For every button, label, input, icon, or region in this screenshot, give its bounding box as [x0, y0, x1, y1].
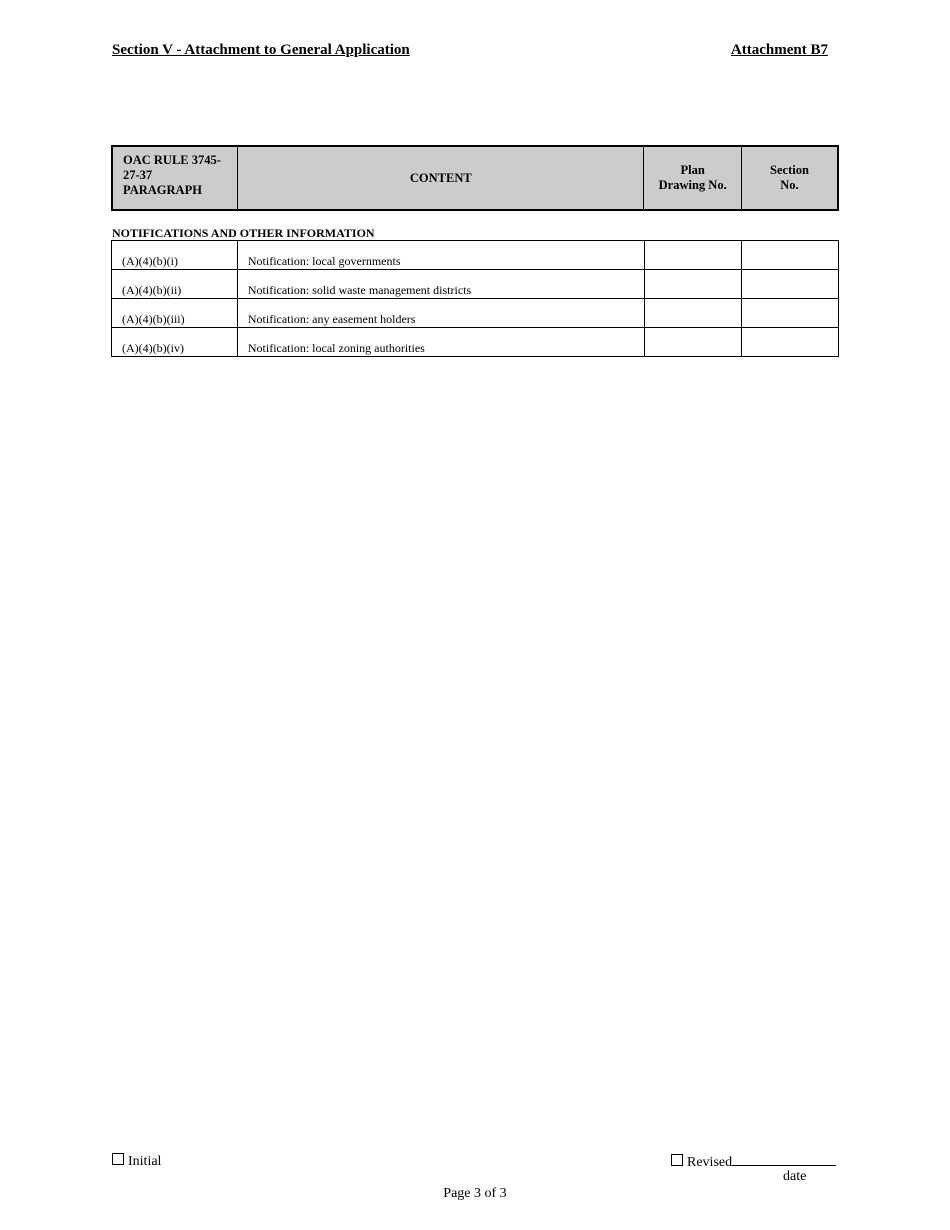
column-header-table: [111, 145, 839, 211]
attachment-label: Attachment B7: [730, 42, 828, 58]
initial-option: [112, 1153, 161, 1170]
paragraph-cell: (A)(4)(b)(iii): [112, 299, 238, 328]
section-no-cell[interactable]: [742, 241, 839, 270]
section-no-cell[interactable]: [742, 299, 839, 328]
header-section-no-line1: Section: [770, 163, 809, 177]
paragraph-cell: (A)(4)(b)(iv): [112, 328, 238, 357]
content-cell: Notification: any easement holders: [237, 299, 644, 328]
section-no-cell[interactable]: [742, 270, 839, 299]
plan-drawing-cell[interactable]: [644, 328, 742, 357]
header-oac-rule-line1: OAC RULE 3745-: [123, 153, 221, 167]
header-section-no: [741, 146, 838, 210]
table-row: [112, 328, 839, 357]
section-title: NOTIFICATIONS AND OTHER INFORMATION: [112, 226, 375, 240]
table-row: [112, 270, 839, 299]
header-plan-drawing: [644, 146, 742, 210]
page-number: Page 3 of 3: [443, 1186, 507, 1201]
revised-date-line[interactable]: [732, 1153, 836, 1166]
header-section-no-line2: No.: [780, 178, 799, 192]
initial-label: Initial: [128, 1154, 162, 1169]
header-content: CONTENT: [238, 146, 644, 210]
plan-drawing-cell[interactable]: [644, 270, 742, 299]
header-plan-drawing-line2: Drawing No.: [658, 178, 727, 192]
header-oac-rule-line3: PARAGRAPH: [123, 183, 202, 197]
paragraph-cell: (A)(4)(b)(i): [112, 241, 238, 270]
content-cell: Notification: local zoning authorities: [237, 328, 644, 357]
content-cell: Notification: local governments: [237, 241, 644, 270]
header-oac-rule: [112, 146, 238, 210]
paragraph-cell: (A)(4)(b)(ii): [112, 270, 238, 299]
column-header-row: [112, 146, 838, 210]
document-title: Section V - Attachment to General Application: [112, 42, 410, 58]
date-label: date: [783, 1169, 807, 1184]
header-oac-rule-line2: 27-37: [123, 168, 153, 182]
plan-drawing-cell[interactable]: [644, 299, 742, 328]
revised-option: [671, 1153, 836, 1171]
plan-drawing-cell[interactable]: [644, 241, 742, 270]
notifications-table: [111, 240, 839, 357]
page-header: [112, 42, 828, 59]
revised-label: Revised: [687, 1155, 733, 1170]
header-plan-drawing-line1: Plan: [680, 163, 705, 177]
content-cell: Notification: solid waste management districts: [237, 270, 644, 299]
table-row: [112, 241, 839, 270]
section-no-cell[interactable]: [742, 328, 839, 357]
table-row: [112, 299, 839, 328]
revised-checkbox[interactable]: [671, 1154, 683, 1166]
initial-checkbox[interactable]: [112, 1153, 124, 1165]
